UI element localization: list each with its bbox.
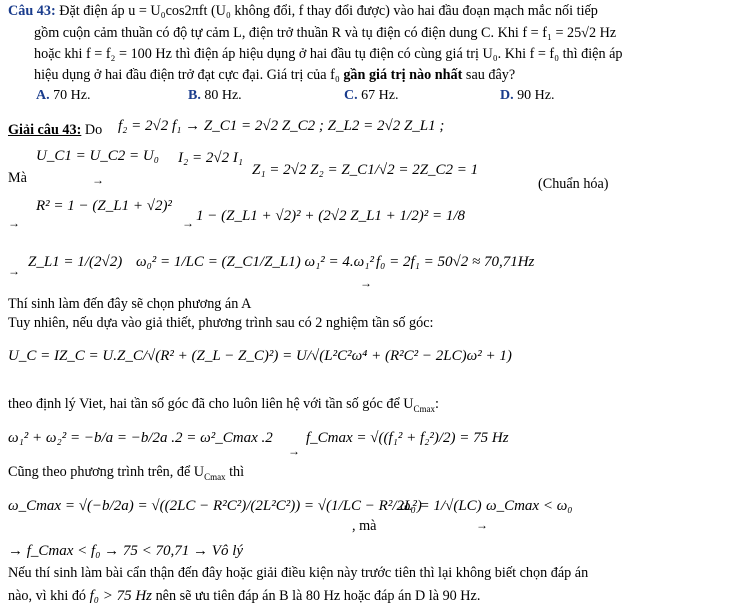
equation-15: ω_Cmax < ω₀ xyxy=(486,498,573,514)
note-line-b: Tuy nhiên, nếu dựa vào giả thiết, phương trình sau có 2 nghiệm tần số góc: xyxy=(8,315,434,331)
equation-16: → f_Cmax < f₀ → 75 < 70,71 → Vô lý xyxy=(8,543,244,559)
equation-8: ω₀² = 1/LC = (Z_C1/Z_L1) ω₁² = 4.ω₁² xyxy=(136,254,374,270)
equation-6: 1 − (Z_L1 + √2)² + (2√2 Z_L1 + 1/2)² = 1/8 xyxy=(196,208,466,224)
question-line-3: hoặc khi f = f₂ = 100 Hz thì điện áp hiệu dụng ở hai đầu tụ điện có cùng giá trị U₀. Khi f = f₀ thì điện áp xyxy=(34,46,623,62)
arrow-icon: → xyxy=(182,216,194,230)
question-label: Câu 43: xyxy=(8,3,56,19)
equation-10: U_C = IZ_C = U.Z_C/√(R² + (Z_L − Z_C)²) = U/√(L²C²ω⁴ + (R²C² − 2LC)ω² + 1) xyxy=(8,348,512,364)
equation-5: R² = 1 − (Z_L1 + √2)² xyxy=(36,198,172,214)
question-line-4: hiệu dụng ở hai đầu điện trở đạt cực đại. Giá trị của f₀ gần giá trị nào nhất sau đây? xyxy=(34,67,516,83)
normalization-note: (Chuẩn hóa) xyxy=(538,176,609,192)
option-c: C. 67 Hz. xyxy=(344,88,399,103)
solution-header: Giải câu 43: Do xyxy=(8,122,103,138)
ma-label-2: , mà xyxy=(352,518,377,534)
question-line-2: gồm cuộn cảm thuần có độ tự cảm L, điện trở thuần R và tụ điện có điện dung C. Khi f = f₁ = 25√2 Hz xyxy=(34,25,617,41)
option-b: B. 80 Hz. xyxy=(188,88,242,103)
ma-label: Mà xyxy=(8,170,27,186)
note-line-e: Nếu thí sinh làm bài cẩn thận đến đây hoặc giải điều kiện này trước tiên thì lại không biết chọn đáp án xyxy=(8,565,589,581)
arrow-icon: → xyxy=(288,444,300,458)
equation-14: ω₀ = 1/√(LC) xyxy=(400,498,482,514)
equation-2: U_C1 = U_C2 = U₀ xyxy=(36,148,159,164)
note-line-f: nào, vì khi đó f₀ > 75 Hz nên sẽ ưu tiên đáp án B là 80 Hz hoặc đáp án D là 90 Hz. xyxy=(8,588,481,604)
equation-7: Z_L1 = 1/(2√2) xyxy=(28,254,123,270)
equation-12: f_Cmax = √((f₁² + f₂²)/2) = 75 Hz xyxy=(306,430,509,446)
option-a: A. 70 Hz. xyxy=(36,88,91,103)
arrow-icon: → xyxy=(476,518,488,532)
equation-13: ω_Cmax = √(−b/2a) = √((2LC − R²C²)/(2L²C²)) = √(1/LC − R²/2L²) xyxy=(8,498,422,514)
equation-11: ω₁² + ω₂² = −b/a = −b/2a .2 = ω²_Cmax .2 xyxy=(8,430,273,446)
arrow-icon: → xyxy=(8,264,20,278)
equation-9: f₀ = 2f₁ = 50√2 ≈ 70,71Hz xyxy=(376,254,535,270)
equation-3: I₂ = 2√2 I₁ xyxy=(178,150,244,166)
arrow-icon: → xyxy=(92,173,104,187)
note-line-d: Cũng theo phương trình trên, để $U_{Cmax}$ thì xyxy=(8,464,245,482)
equation-1: f₂ = 2√2 f₁ → Z_C1 = 2√2 Z_C2 ; Z_L2 = 2√2 Z_L1 ; xyxy=(118,118,445,134)
arrow-icon: → xyxy=(360,276,372,290)
equation-4: Z₁ = 2√2 Z₂ = Z_C1/√2 = 2Z_C2 = 1 xyxy=(252,162,479,178)
option-d: D. 90 Hz. xyxy=(500,88,555,103)
note-line-a: Thí sinh làm đến đây sẽ chọn phương án A xyxy=(8,296,252,312)
question-line-1: Câu 43: Đặt điện áp u = U₀cos2πft (U₀ không đổi, f thay đổi được) vào hai đầu đoạn mạch mắc nối tiếp xyxy=(8,3,598,19)
note-line-c: theo định lý Viet, hai tần số góc đã cho luôn liên hệ với tần số góc để $U_{Cmax}$: xyxy=(8,396,439,414)
arrow-icon: → xyxy=(8,216,20,230)
